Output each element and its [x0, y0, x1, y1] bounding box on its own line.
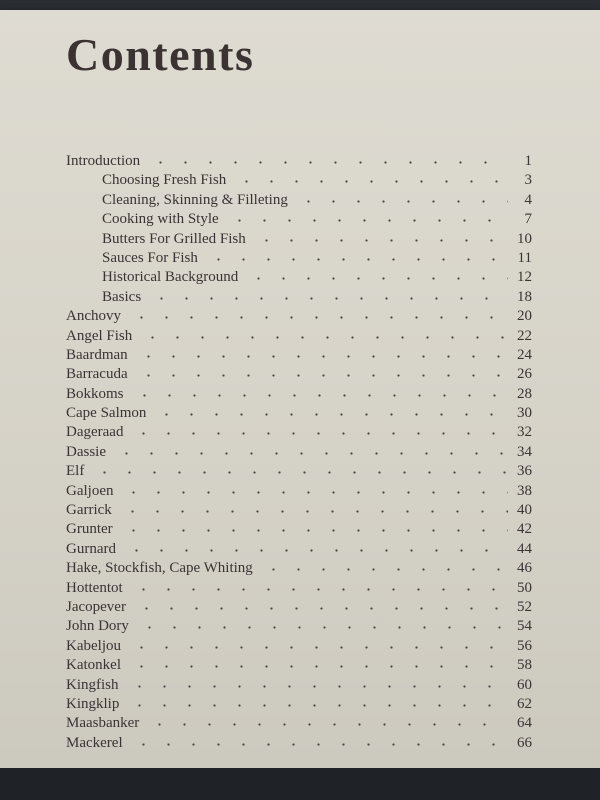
toc-entry [0, 520, 600, 539]
toc-entry [0, 152, 600, 171]
dot-leader [120, 510, 508, 513]
entry-page-number: 20 [517, 308, 532, 325]
dot-leader [131, 743, 508, 746]
dot-leader [227, 219, 508, 222]
entry-page-number: 3 [524, 172, 532, 189]
entry-page-number: 28 [517, 385, 532, 402]
entry-label: Dageraad [66, 424, 124, 441]
toc-subentry [0, 288, 600, 307]
toc-entry [0, 559, 600, 578]
toc-entry [0, 656, 600, 675]
entry-label: Baardman [66, 346, 128, 363]
entry-page-number: 64 [517, 715, 532, 732]
dot-leader [129, 316, 508, 319]
entry-page-number: 52 [517, 598, 532, 615]
entry-page-number: 24 [517, 346, 532, 363]
entry-label: Introduction [66, 153, 141, 169]
toc-entry [0, 695, 600, 714]
entry-label: Katonkel [66, 657, 121, 674]
toc-subentry [0, 268, 600, 287]
dot-leader [131, 432, 508, 435]
dot-leader [136, 355, 508, 358]
entry-label: Mackerel [66, 734, 123, 751]
entry-label: Anchovy [66, 308, 121, 325]
entry-page-number: 4 [524, 191, 532, 208]
entry-page-number: 10 [517, 230, 532, 247]
dot-leader [234, 180, 508, 183]
entry-label: Choosing Fresh Fish [102, 172, 227, 189]
entry-label: Galjoen [66, 482, 114, 499]
dot-leader [127, 704, 508, 707]
dot-leader [206, 258, 508, 261]
entry-page-number: 18 [517, 288, 532, 305]
background-surface-bottom [0, 768, 600, 800]
entry-label: John Dory [66, 618, 129, 635]
toc-subentry [0, 249, 600, 268]
entry-page-number: 62 [517, 695, 532, 712]
entry-label: Kingklip [66, 695, 120, 712]
entry-page-number: 32 [517, 424, 532, 441]
entry-label: Kabeljou [66, 637, 121, 654]
toc-entry [0, 423, 600, 442]
book-page [0, 10, 600, 768]
toc-entry [0, 385, 600, 404]
toc-entry [0, 579, 600, 598]
entry-page-number: 60 [517, 676, 532, 693]
dot-leader [132, 394, 508, 397]
dot-leader [148, 161, 508, 164]
entry-page-number: 30 [517, 405, 532, 422]
table-of-contents [0, 152, 600, 753]
dot-leader [147, 723, 508, 726]
toc-entry [0, 365, 600, 384]
entry-page-number: 7 [524, 211, 532, 228]
entry-label: Butters For Grilled Fish [102, 230, 246, 247]
entry-label: Hottentot [66, 579, 123, 596]
entry-label: Cleaning, Skinning & Filleting [102, 191, 288, 208]
dot-leader [254, 239, 508, 242]
dot-leader [129, 665, 508, 668]
toc-entry [0, 598, 600, 617]
entry-page-number: 40 [517, 502, 532, 519]
toc-entry [0, 540, 600, 559]
toc-subentry [0, 230, 600, 249]
entry-label: Dassie [66, 443, 106, 460]
toc-entry [0, 327, 600, 346]
entry-label: Kingfish [66, 676, 119, 693]
dot-leader [121, 491, 508, 494]
entry-label: Barracuda [66, 366, 128, 383]
entry-label: Garrick [66, 502, 112, 519]
entry-page-number: 36 [517, 463, 532, 480]
toc-entry [0, 676, 600, 695]
toc-subentry [0, 191, 600, 210]
dot-leader [261, 568, 508, 571]
dot-leader [114, 452, 508, 455]
toc-entry [0, 346, 600, 365]
toc-entry [0, 443, 600, 462]
entry-page-number: 44 [517, 540, 532, 557]
entry-label: Maasbanker [66, 715, 140, 732]
entry-label: Hake, Stockfish, Cape Whiting [66, 560, 253, 577]
entry-page-number: 50 [517, 579, 532, 596]
entry-label: Gurnard [66, 540, 116, 557]
toc-entry [0, 637, 600, 656]
entry-page-number: 46 [517, 560, 532, 577]
toc-entry [0, 714, 600, 733]
entry-label: Elf [66, 463, 85, 480]
entry-label: Jacopever [66, 598, 126, 615]
dot-leader [134, 607, 508, 610]
toc-entry [0, 734, 600, 753]
toc-entry [0, 462, 600, 481]
toc-entry [0, 617, 600, 636]
entry-page-number: 38 [517, 482, 532, 499]
entry-page-number: 42 [517, 521, 532, 538]
entry-page-number: 56 [517, 637, 532, 654]
entry-label: Angel Fish [66, 327, 133, 344]
entry-label: Bokkoms [66, 385, 124, 402]
entry-page-number: 66 [517, 734, 532, 751]
dot-leader [136, 374, 508, 377]
dot-leader [92, 471, 508, 474]
dot-leader [149, 297, 508, 300]
dot-leader [127, 685, 508, 688]
entry-page-number: 26 [517, 366, 532, 383]
entry-page-number: 12 [517, 269, 532, 286]
entry-page-number: 34 [517, 443, 532, 460]
entry-page-number: 54 [517, 618, 532, 635]
toc-entry [0, 404, 600, 423]
entry-label: Sauces For Fish [102, 249, 198, 266]
toc-entry [0, 307, 600, 326]
entry-page-number: 1 [524, 153, 532, 169]
toc-subentry [0, 171, 600, 190]
dot-leader [246, 277, 508, 280]
dot-leader [137, 626, 508, 629]
dot-leader [154, 413, 508, 416]
entry-label: Grunter [66, 521, 113, 538]
dot-leader [296, 200, 508, 203]
dot-leader [124, 549, 508, 552]
dot-leader [131, 588, 508, 591]
toc-subentry [0, 210, 600, 229]
dot-leader [140, 336, 508, 339]
dot-leader [121, 529, 508, 532]
entry-page-number: 11 [517, 249, 532, 266]
entry-page-number: 22 [517, 327, 532, 344]
toc-entry [0, 501, 600, 520]
entry-label: Cape Salmon [66, 405, 147, 422]
entry-page-number: 58 [517, 657, 532, 674]
entry-label: Cooking with Style [102, 211, 219, 228]
dot-leader [129, 646, 508, 649]
toc-entry [0, 482, 600, 501]
entry-label: Historical Background [102, 269, 239, 286]
page-title: Contents [66, 29, 255, 80]
entry-label: Basics [102, 288, 142, 305]
